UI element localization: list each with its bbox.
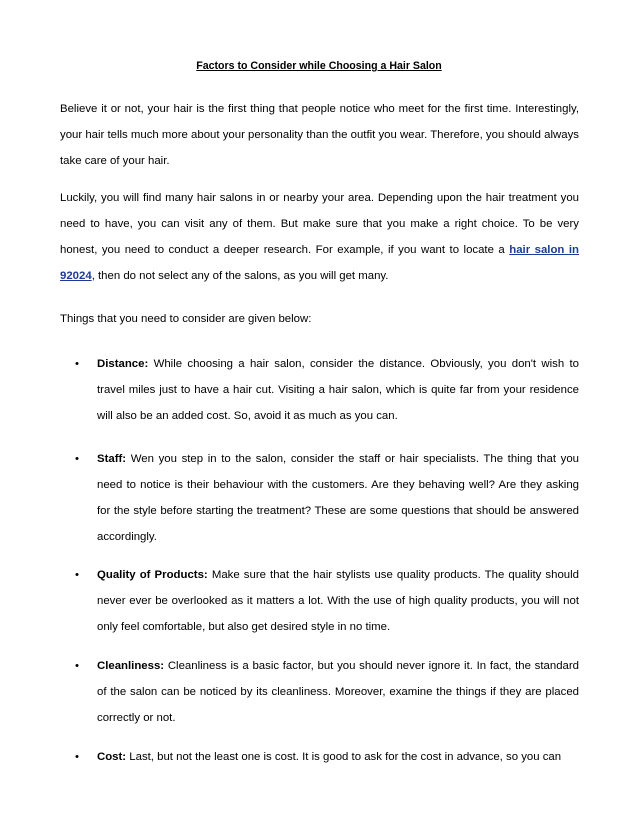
list-intro-paragraph: Things that you need to consider are given below:: [60, 313, 312, 325]
intro-paragraph: Believe it or not, your hair is the first thing that people notice who meet for the first time. Interestingly, your hair tells much more about your personality than the outfit you wear. Therefore, you should always take care of your hair.: [60, 103, 579, 167]
list-item-term: Quality of Products:: [97, 569, 208, 581]
list-item-text: Last, but not the least one is cost. It is good to ask for the cost in advance, so you can: [126, 751, 562, 763]
list-item-cost: [75, 744, 579, 770]
list-item-text: Cleanliness is a basic factor, but you should never ignore it. In fact, the standard of the salon can be noticed by its cleanliness. Moreover, examine the things if they are placed correctly or not.: [97, 660, 579, 724]
page-title: Factors to Consider while Choosing a Hair Salon: [196, 60, 442, 72]
list-item-distance: [75, 351, 579, 429]
bullet-icon: •: [75, 660, 79, 672]
list-item-text: While choosing a hair salon, consider the distance. Obviously, you don't wish to travel miles just to have a hair cut. Visiting a hair salon, which is quite far from your residence will also be an added cost. So, avoid it as much as you can.: [97, 358, 579, 422]
list-item-staff: [75, 446, 579, 550]
bullet-icon: •: [75, 751, 79, 763]
list-item-text: Wen you step in to the salon, consider the staff or hair specialists. The thing that you need to notice is their behaviour with the customers. Are they behaving well? Are they asking for the style before starting the treatment? These are some questions that should be answered accordingly.: [97, 453, 579, 543]
salon-paragraph-text-before: Luckily, you will find many hair salons in or nearby your area. Depending upon the hair treatment you need to have, you can visit any of them. But make sure that you make a right choice. To be very honest, you need to conduct a deeper research. For example, if you want to locate a: [60, 192, 579, 256]
hair-salon-link[interactable]: hair salon in 92024: [60, 244, 579, 282]
list-item-term: Cost:: [97, 751, 127, 763]
salon-paragraph: [60, 185, 579, 289]
list-item-cleanliness: [75, 653, 579, 731]
list-item-text: Make sure that the hair stylists use quality products. The quality should never ever be overlooked as it matters a lot. With the use of high quality products, you will not only feel comfortable, but also get desired style in no time.: [97, 569, 580, 633]
list-item-term: Staff:: [97, 453, 127, 465]
list-item-term: Cleanliness:: [97, 660, 165, 672]
bullet-icon: •: [75, 453, 79, 465]
list-item-quality: [75, 562, 580, 640]
bullet-icon: •: [75, 569, 79, 581]
bullet-icon: •: [75, 358, 79, 370]
salon-paragraph-text-after: , then do not select any of the salons, as you will get many.: [91, 270, 389, 282]
list-item-term: Distance:: [97, 358, 149, 370]
